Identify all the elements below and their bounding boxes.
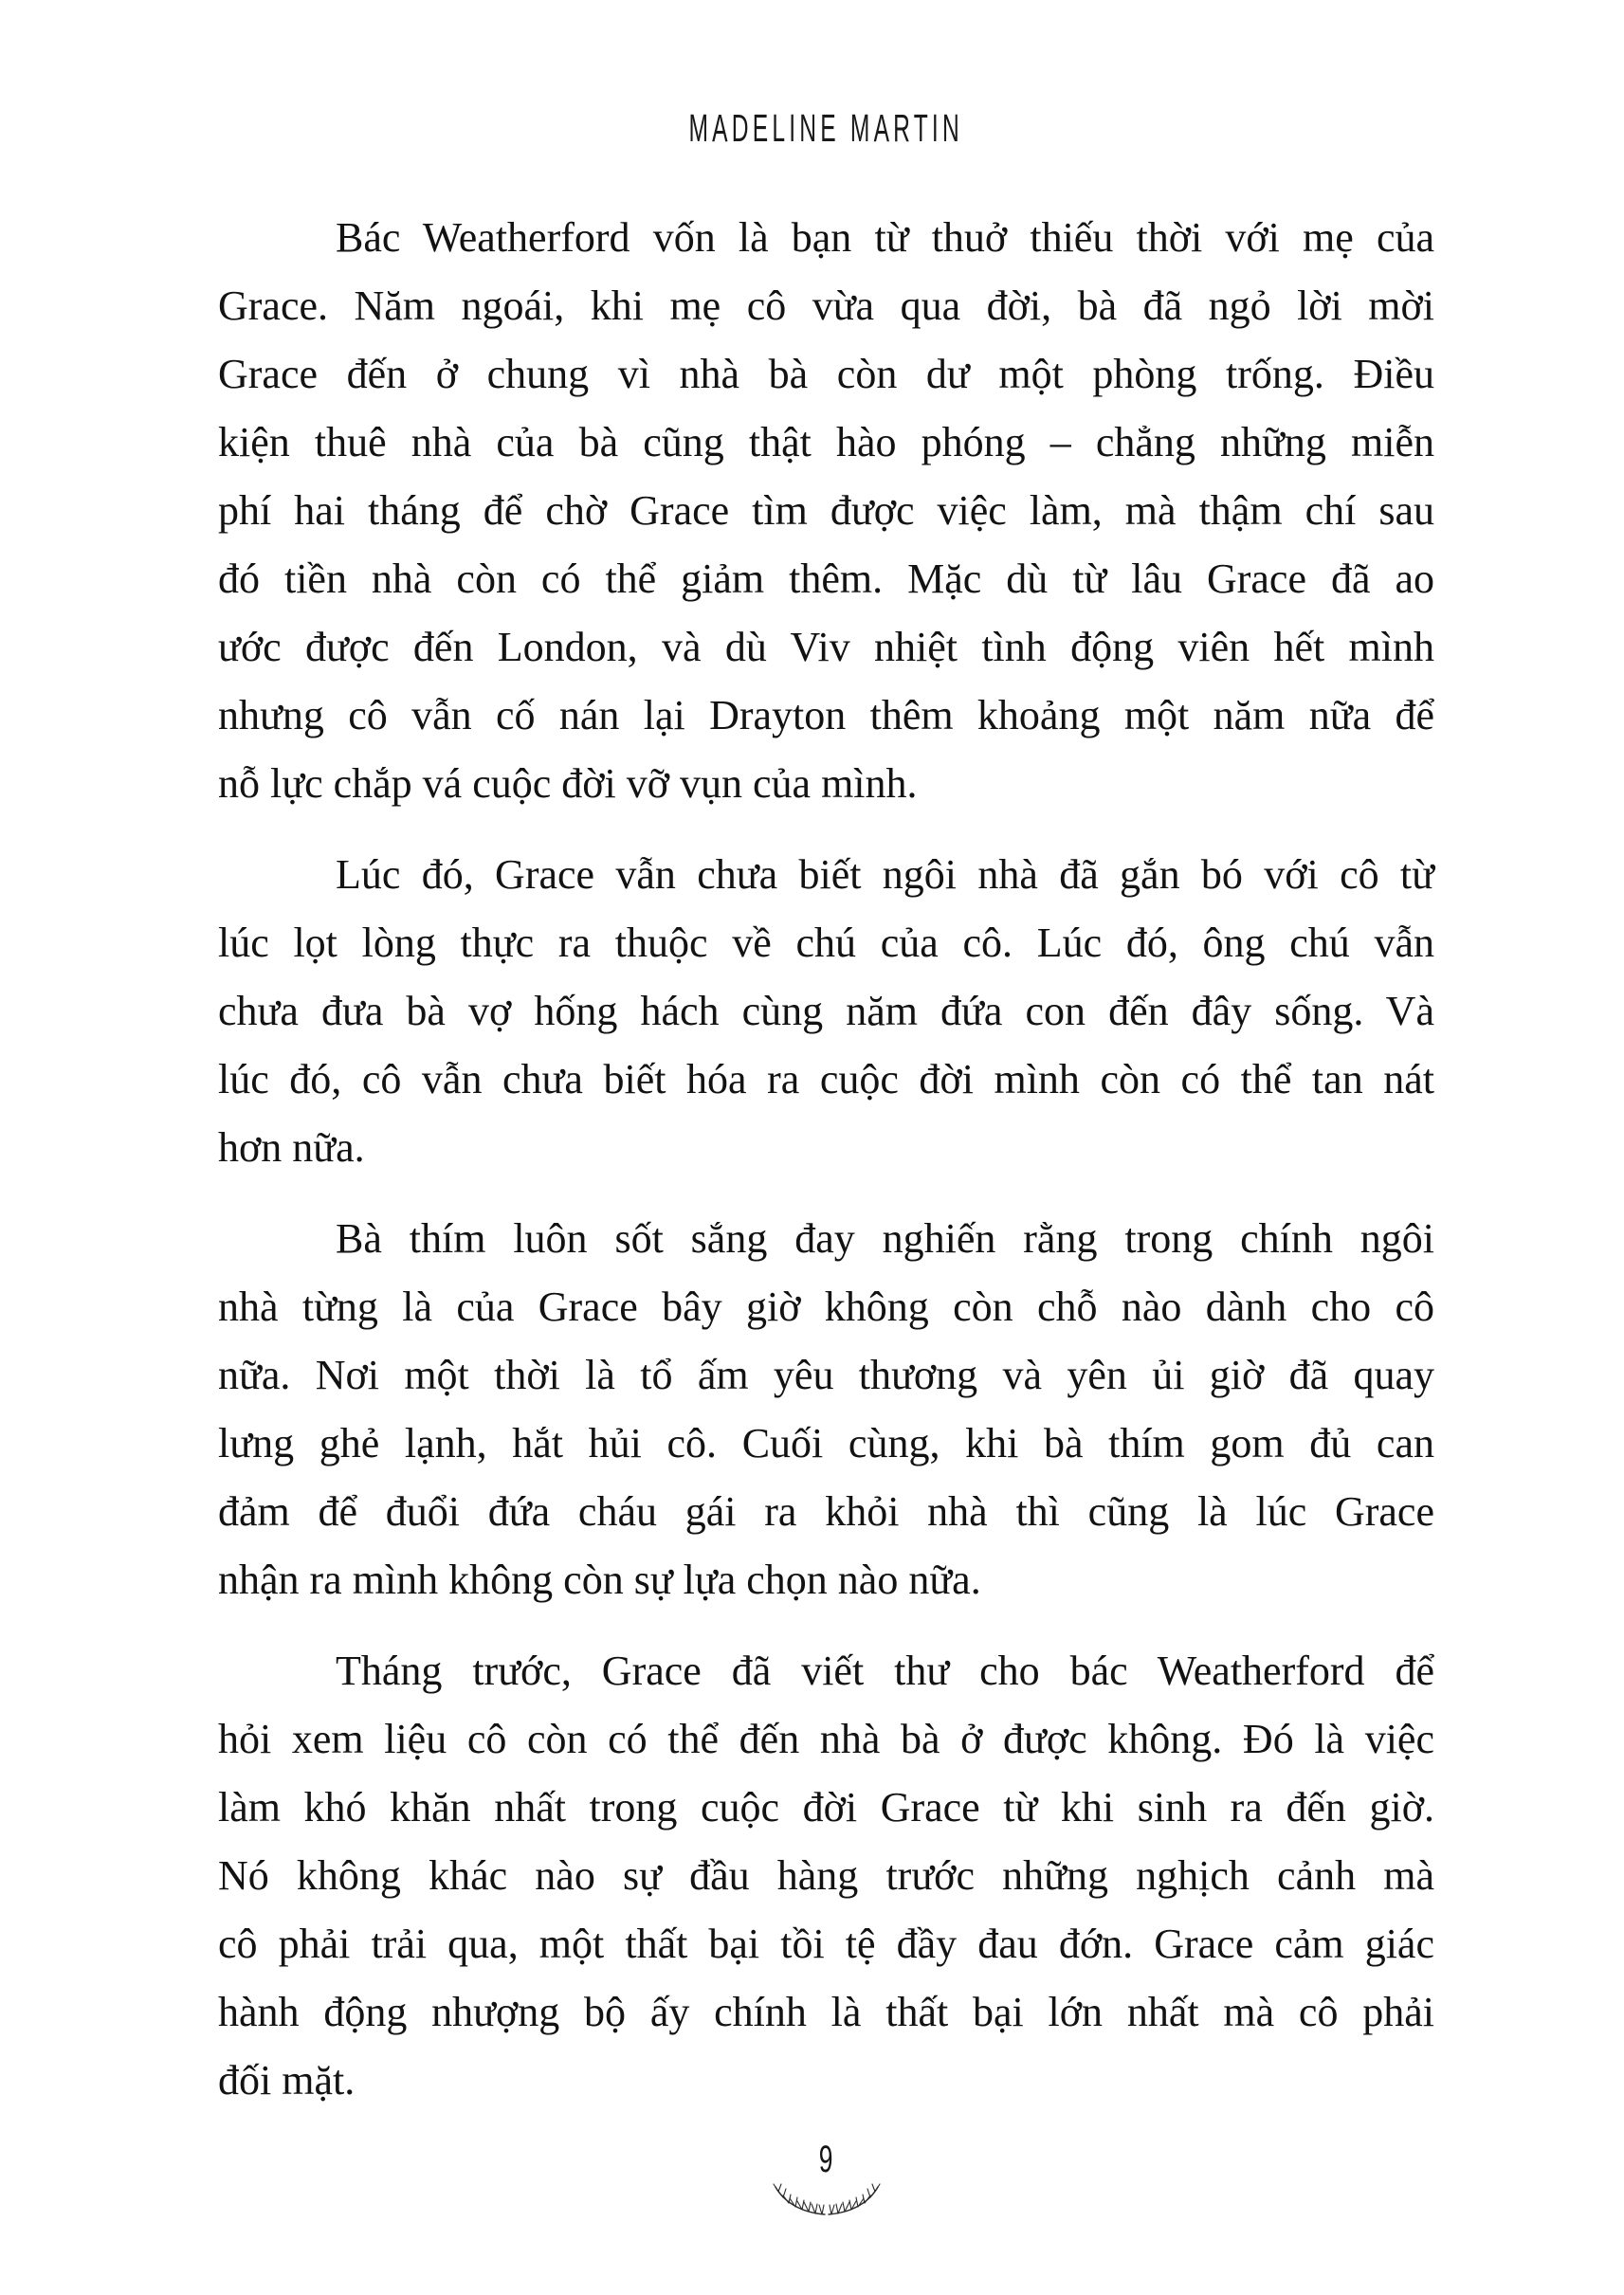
text-line: Bác Weatherford vốn là bạn từ thuở thiếu thời với mẹ của: [336, 214, 1434, 261]
page-number: 9: [819, 2139, 833, 2180]
text-line: hỏi xem liệu cô còn có thể đến nhà bà ở được không. Đó là việc: [218, 1716, 1434, 1762]
text-line: Grace đến ở chung vì nhà bà còn dư một phòng trống. Điều: [218, 351, 1434, 397]
text-line: nữa. Nơi một thời là tổ ấm yêu thương và yên ủi giờ đã quay: [218, 1352, 1434, 1398]
text-line: Lúc đó, Grace vẫn chưa biết ngôi nhà đã gắn bó với cô từ: [336, 851, 1434, 898]
text-line: Bà thím luôn sốt sắng đay nghiến rằng trong chính ngôi: [336, 1215, 1434, 1262]
text-line: Nó không khác nào sự đầu hàng trước những nghịch cảnh mà: [218, 1852, 1434, 1899]
laurel-branches-icon: [770, 2182, 884, 2220]
text-line: phí hai tháng để chờ Grace tìm được việc làm, mà thậm chí sau: [218, 487, 1434, 534]
text-line: hành động nhượng bộ ấy chính là thất bại lớn nhất mà cô phải: [218, 1989, 1434, 2035]
text-line: lúc lọt lòng thực ra thuộc về chú của cô. Lúc đó, ông chú vẫn: [218, 920, 1434, 966]
text-line: kiện thuê nhà của bà cũng thật hào phóng – chẳng những miễn: [218, 419, 1434, 465]
text-line: chưa đưa bà vợ hống hách cùng năm đứa con đến đây sống. Và: [218, 988, 1434, 1034]
text-line: đảm để đuổi đứa cháu gái ra khỏi nhà thì cũng là lúc Grace: [218, 1488, 1434, 1535]
text-line: nhận ra mình không còn sự lựa chọn nào nữa.: [218, 1557, 981, 1603]
paragraph: [218, 204, 1434, 818]
text-line: Grace. Năm ngoái, khi mẹ cô vừa qua đời, bà đã ngỏ lời mời: [218, 282, 1434, 329]
text-line: đối mặt.: [218, 2057, 356, 2104]
paragraph: [218, 1205, 1434, 1614]
page-header: [218, 106, 1434, 151]
text-line: đó tiền nhà còn có thể giảm thêm. Mặc dù từ lâu Grace đã ao: [218, 556, 1434, 602]
text-line: lúc đó, cô vẫn chưa biết hóa ra cuộc đời mình còn có thể tan nát: [218, 1056, 1434, 1102]
author-running-head: MADELINE MARTIN: [688, 106, 964, 150]
text-line: lưng ghẻ lạnh, hắt hủi cô. Cuối cùng, khi bà thím gom đủ can: [218, 1420, 1434, 1466]
text-line: nhà từng là của Grace bây giờ không còn chỗ nào dành cho cô: [218, 1284, 1434, 1330]
paragraph: [218, 841, 1434, 1182]
text-line: nỗ lực chắp vá cuộc đời vỡ vụn của mình.: [218, 760, 918, 807]
text-line: Tháng trước, Grace đã viết thư cho bác Weatherford để: [336, 1648, 1434, 1694]
body-text-block: [218, 204, 1434, 2115]
text-line: nhưng cô vẫn cố nán lại Drayton thêm khoảng một năm nữa để: [218, 692, 1434, 738]
text-line: cô phải trải qua, một thất bại tồi tệ đầy đau đớn. Grace cảm giác: [218, 1921, 1434, 1967]
text-line: ước được đến London, và dù Viv nhiệt tình động viên hết mình: [218, 624, 1434, 670]
page-footer: [218, 2140, 1434, 2220]
text-line: hơn nữa.: [218, 1124, 365, 1171]
text-line: làm khó khăn nhất trong cuộc đời Grace từ khi sinh ra đến giờ.: [218, 1784, 1434, 1831]
paragraph: [218, 1637, 1434, 2115]
